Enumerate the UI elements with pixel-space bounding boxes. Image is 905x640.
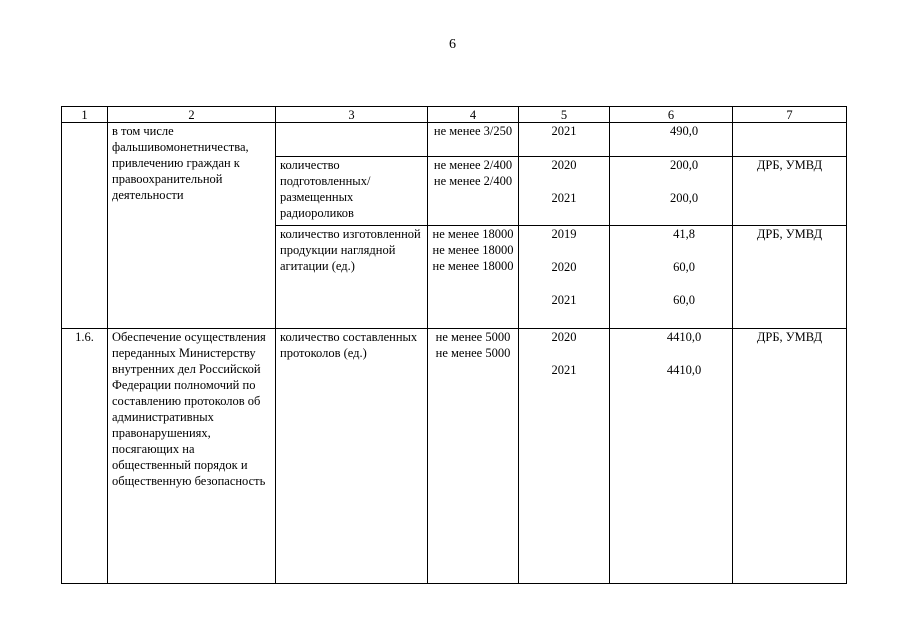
table-row — [62, 329, 847, 584]
year: 2021 — [551, 191, 577, 205]
amount: 41,8 — [673, 227, 695, 241]
row-number-cell — [62, 123, 108, 329]
header-cell: 3 — [276, 107, 428, 123]
amount: 200,0 — [669, 158, 699, 172]
amount-cell — [610, 226, 733, 329]
row-number-cell: 1.6. — [62, 329, 108, 584]
target-value: не менее 18000 — [432, 259, 514, 273]
amount: 4410,0 — [666, 330, 702, 344]
amount-cell — [610, 329, 733, 584]
target-value: не менее 2/400 — [433, 158, 513, 172]
target-value: не менее 5000 — [435, 346, 511, 360]
responsible-cell: ДРБ, УМВД — [733, 157, 847, 226]
indicator-cell — [276, 123, 428, 157]
responsible-cell: ДРБ, УМВД — [733, 226, 847, 329]
amount-cell — [610, 157, 733, 226]
amount: 60,0 — [673, 260, 695, 274]
year: 2019 — [551, 227, 577, 241]
amount-cell — [610, 123, 733, 157]
target-value-cell — [428, 157, 519, 226]
year: 2020 — [551, 158, 577, 172]
measure-name-cell: в том числе фальшивомонетничества, привлечению граждан к правоохранительной деятельности — [108, 123, 276, 329]
amount: 4410,0 — [666, 363, 702, 377]
measure-name-cell: Обеспечение осуществления переданных Министерству внутренних дел Российской Федерации полномочий по составлению протоколов об административных правонарушениях, посягающих на общественный порядок и общественную безопасность — [108, 329, 276, 584]
year: 2020 — [551, 260, 577, 274]
header-cell: 5 — [519, 107, 610, 123]
year: 2020 — [551, 330, 577, 344]
year-cell — [519, 226, 610, 329]
year: 2021 — [551, 293, 577, 307]
year-cell — [519, 157, 610, 226]
indicator-cell: количество изготовленной продукции наглядной агитации (ед.) — [276, 226, 428, 329]
target-value: не менее 5000 — [435, 330, 511, 344]
target-value: не менее 18000 — [432, 227, 514, 241]
header-cell: 7 — [733, 107, 847, 123]
year: 2021 — [551, 363, 577, 377]
target-value: не менее 2/400 — [433, 174, 513, 188]
page-number: 6 — [449, 37, 456, 52]
year: 2021 — [551, 124, 577, 138]
header-cell: 2 — [108, 107, 276, 123]
header-cell: 4 — [428, 107, 519, 123]
target-value: не менее 18000 — [432, 243, 514, 257]
amount: 490,0 — [669, 124, 699, 138]
program-table — [61, 106, 847, 584]
year-cell — [519, 329, 610, 584]
indicator-cell: количество подготовленных/ размещенных радиороликов — [276, 157, 428, 226]
header-cell: 1 — [62, 107, 108, 123]
amount: 200,0 — [669, 191, 699, 205]
indicator-cell: количество составленных протоколов (ед.) — [276, 329, 428, 584]
responsible-cell — [733, 123, 847, 157]
target-value-cell — [428, 329, 519, 584]
responsible-cell: ДРБ, УМВД — [733, 329, 847, 584]
target-value-cell — [428, 123, 519, 157]
amount: 60,0 — [673, 293, 695, 307]
target-value-cell — [428, 226, 519, 329]
header-row — [62, 107, 847, 123]
table-row — [62, 123, 847, 157]
year-cell — [519, 123, 610, 157]
target-value: не менее 3/250 — [433, 124, 513, 138]
header-cell: 6 — [610, 107, 733, 123]
